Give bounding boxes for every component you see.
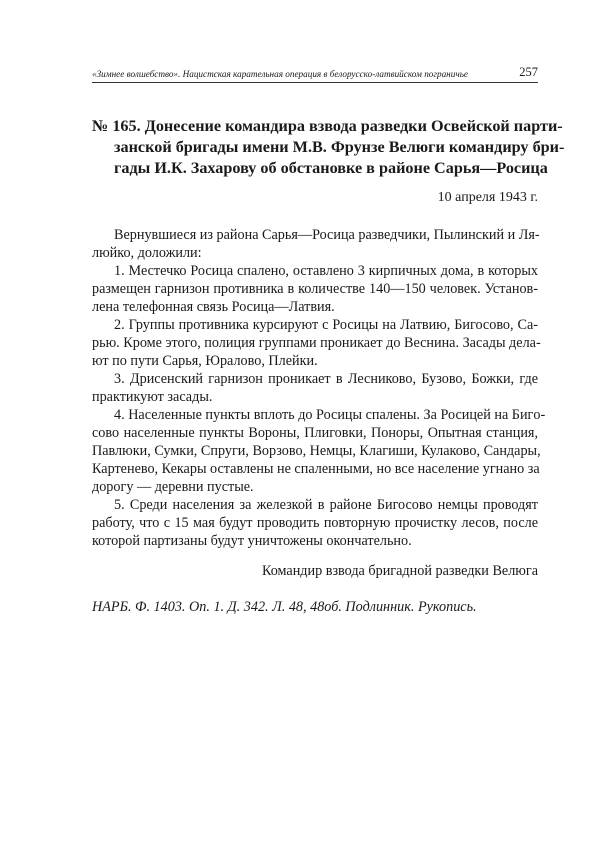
document-date: 10 апреля 1943 г. <box>437 190 538 205</box>
title-line: гады И.К. Захарову об обстановке в районе Сарья—Росица <box>114 159 548 177</box>
title-line: № 165. Донесение командира взвода разведки Освейской парти- <box>92 117 563 135</box>
body-line: 4. Населенные пункты вплоть до Росицы спалены. За Росицей на Бигo- <box>114 407 546 423</box>
archive-source-note: НАРБ. Ф. 1403. Оп. 1. Д. 342. Л. 48, 48об. Подлинник. Рукопись. <box>92 599 477 615</box>
running-title: «Зимнее волшебство». Нацистская карательная операция в белорусско-латвийском пограничье <box>92 69 468 79</box>
title-line: занской бригады имени М.В. Фрунзе Велюги командиру бри- <box>114 138 565 156</box>
body-line: работу, что с 15 мая будут проводить повторную прочистку лесов, после <box>92 515 538 531</box>
body-line: лена телефонная связь Росица—Латвия. <box>92 299 335 315</box>
body-line: 3. Дрисенский гарнизон проникает в Лесниково, Бузово, Божки, где <box>114 371 538 387</box>
document-title <box>92 116 565 179</box>
document-body <box>92 226 546 550</box>
body-line: 2. Группы противника курсируют с Росицы на Латвию, Бигосово, Са- <box>114 317 538 333</box>
body-line: рью. Кроме этого, полиция группами проникает до Веснина. Засады дела- <box>92 335 541 351</box>
body-line: размещен гарнизон противника в количестве 140—150 человек. Установ- <box>92 281 538 297</box>
body-line: практикуют засады. <box>92 389 213 405</box>
signature: Командир взвода бригадной разведки Велюга <box>261 563 538 579</box>
body-line: Вернувшиеся из района Сарья—Росица разведчики, Пылинский и Ля- <box>114 227 540 243</box>
body-line: Павлюки, Сумки, Спруги, Ворзово, Немцы, Клагиши, Кулаково, Сандары, <box>92 443 541 459</box>
body-line: 5. Среди населения за железкой в районе Бигосово немцы проводят <box>114 497 538 513</box>
body-line: сово населенные пункты Вороны, Плиговки, Поноры, Опытная станция, <box>92 425 538 441</box>
body-line: дорогу — деревни пустые. <box>92 479 254 495</box>
body-line: люйко, доложили: <box>92 245 202 261</box>
body-line: 1. Местечко Росица спалено, оставлено 3 кирпичных дома, в которых <box>114 263 538 279</box>
body-line: Картенево, Кекары оставлены не спаленными, но все население угнано за <box>92 461 540 477</box>
running-header <box>92 60 538 82</box>
body-line: ют по пути Сарья, Юралово, Плейки. <box>92 353 318 369</box>
body-line: которой партизаны будут уничтожены окончательно. <box>92 533 412 549</box>
page-number: 257 <box>519 65 538 79</box>
header-divider <box>92 82 538 83</box>
